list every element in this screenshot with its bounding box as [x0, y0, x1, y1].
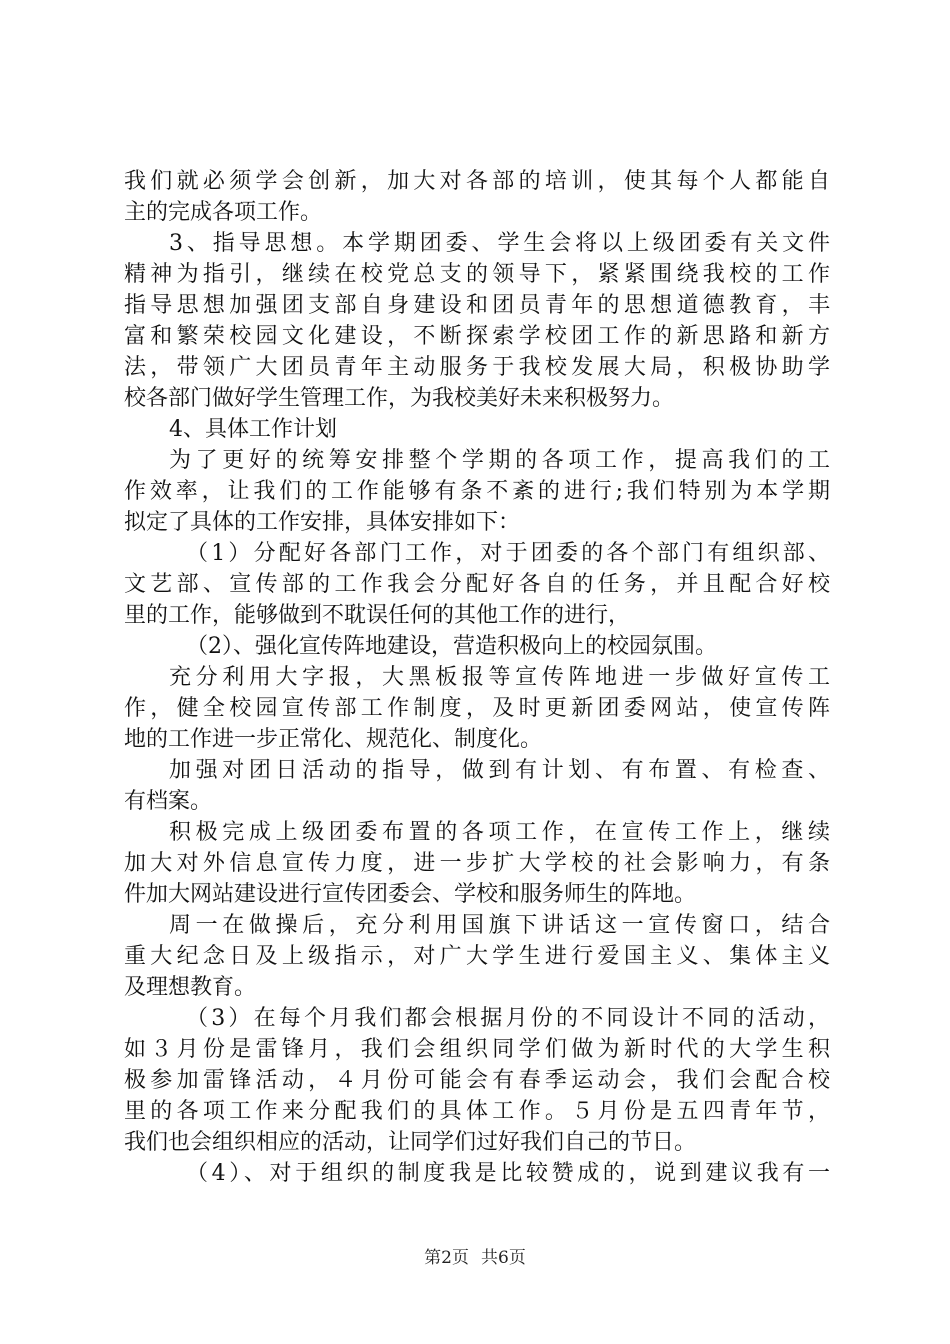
text-line: 充分利用大字报，大黑板报等宣传阵地进一步做好宣传工: [169, 665, 830, 690]
text-line: 作，健全校园宣传部工作制度，及时更新团委网站，使宣传阵: [124, 696, 830, 721]
text-line: 文艺部、宣传部的工作我会分配好各自的任务，并且配合好校: [124, 572, 830, 597]
text-line: 主的完成各项工作。: [124, 200, 323, 225]
text-line: 件加大网站建设进行宣传团委会、学校和服务师生的阵地。: [124, 882, 697, 907]
text-line: （1）分配好各部门工作，对于团委的各个部门有组织部、: [186, 541, 830, 566]
text-line: 里的工作，能够做到不耽误任何的其他工作的进行，: [124, 603, 631, 628]
text-line: 3、指导思想。本学期团委、学生会将以上级团委有关文件: [169, 231, 830, 256]
text-line: 我们也会组织相应的活动，让同学们过好我们自己的节日。: [124, 1130, 697, 1155]
text-line: 作效率，让我们的工作能够有条不紊的进行;我们特别为本学期: [124, 479, 830, 504]
text-line: 精神为指引，继续在校党总支的领导下，紧紧围绕我校的工作: [124, 262, 830, 287]
text-line: 里的各项工作来分配我们的具体工作。５月份是五四青年节，: [124, 1099, 830, 1124]
page-total: 共6页: [481, 1248, 526, 1268]
text-line: 及理想教育。: [124, 975, 257, 1000]
text-line: 重大纪念日及上级指示，对广大学生进行爱国主义、集体主义: [124, 944, 830, 969]
text-line: 加大对外信息宣传力度，进一步扩大学校的社会影响力，有条: [124, 851, 830, 876]
document-body: [124, 166, 830, 1189]
text-line: 指导思想加强团支部自身建设和团员青年的思想道德教育，丰: [124, 293, 830, 318]
text-line: 为了更好的统筹安排整个学期的各项工作，提高我们的工: [169, 448, 830, 473]
page-number: 第2页: [424, 1248, 469, 1268]
text-line: 有档案。: [124, 789, 213, 814]
text-line: （2）、强化宣传阵地建设，营造积极向上的校园氛围。: [186, 634, 717, 659]
text-line: 积极完成上级团委布置的各项工作，在宣传工作上，继续: [169, 820, 830, 845]
text-line: 校各部门做好学生管理工作，为我校美好未来积极努力。: [124, 386, 675, 411]
text-line: 4、具体工作计划: [169, 417, 337, 442]
text-line: 极参加雷锋活动，４月份可能会有春季运动会，我们会配合校: [124, 1068, 830, 1093]
page-footer: [0, 1247, 950, 1269]
text-line: 加强对团日活动的指导，做到有计划、有布置、有检查、: [169, 758, 830, 783]
text-line: （4）、对于组织的制度我是比较赞成的，说到建议我有一: [186, 1161, 830, 1186]
text-line: 周一在做操后，充分利用国旗下讲话这一宣传窗口，结合: [169, 913, 830, 938]
text-line: 富和繁荣校园文化建设，不断探索学校团工作的新思路和新方: [124, 324, 830, 349]
text-line: 法，带领广大团员青年主动服务于我校发展大局，积极协助学: [124, 355, 830, 380]
text-line: 我们就必须学会创新，加大对各部的培训，使其每个人都能自: [124, 169, 830, 194]
text-line: 如３月份是雷锋月，我们会组织同学们做为新时代的大学生积: [124, 1037, 830, 1062]
text-line: （3）在每个月我们都会根据月份的不同设计不同的活动，: [186, 1006, 830, 1031]
text-line: 地的工作进一步正常化、规范化、制度化。: [124, 727, 543, 752]
text-line: 拟定了具体的工作安排，具体安排如下：: [124, 510, 521, 535]
